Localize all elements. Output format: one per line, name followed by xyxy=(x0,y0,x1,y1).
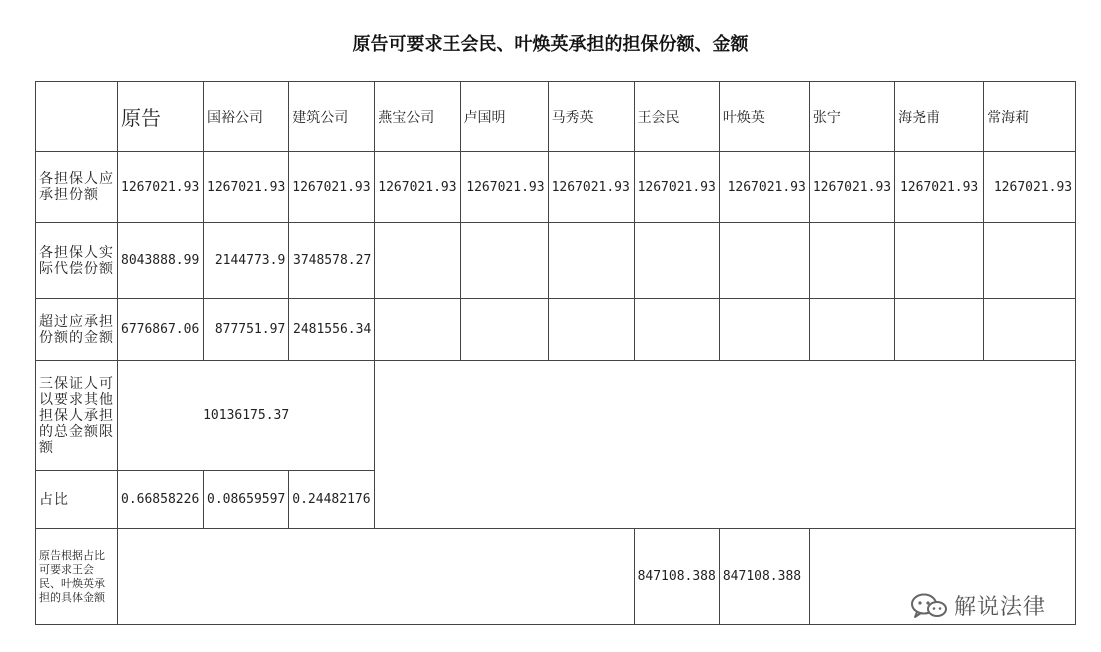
share-row xyxy=(36,152,1076,223)
empty-cell xyxy=(460,299,548,361)
excess-row xyxy=(36,299,1076,361)
header-cell: 常海莉 xyxy=(984,82,1076,152)
paid-cell: 3748578.27 xyxy=(289,223,375,299)
wechat-icon xyxy=(910,592,948,620)
page-title: 原告可要求王会民、叶焕英承担的担保份额、金额 xyxy=(352,34,749,55)
header-cell: 建筑公司 xyxy=(289,82,375,152)
total-limit-row xyxy=(36,361,1076,471)
empty-cell xyxy=(719,223,809,299)
row-label: 占比 xyxy=(36,471,118,529)
paid-row xyxy=(36,223,1076,299)
watermark xyxy=(910,590,1046,621)
header-cell: 国裕公司 xyxy=(204,82,289,152)
paid-cell: 8043888.99 xyxy=(118,223,204,299)
empty-cell xyxy=(984,223,1076,299)
empty-cell xyxy=(895,223,984,299)
share-cell: 1267021.93 xyxy=(719,152,809,223)
empty-cell xyxy=(634,299,719,361)
header-row xyxy=(36,82,1076,152)
row-label: 三保证人可以要求其他担保人承担的总金额限额 xyxy=(36,361,118,471)
share-cell: 1267021.93 xyxy=(118,152,204,223)
header-cell: 马秀英 xyxy=(548,82,634,152)
share-cell: 1267021.93 xyxy=(984,152,1076,223)
empty-cell xyxy=(375,299,460,361)
empty-cell xyxy=(719,299,809,361)
empty-cell xyxy=(809,299,894,361)
empty-cell xyxy=(895,299,984,361)
share-cell: 1267021.93 xyxy=(809,152,894,223)
excess-cell: 877751.97 xyxy=(204,299,289,361)
row-label: 原告根据占比可要求王会民、叶焕英承担的具体金额 xyxy=(36,529,118,625)
watermark-text: 解说法律 xyxy=(954,595,1047,620)
empty-cell xyxy=(375,223,460,299)
header-cell: 王会民 xyxy=(634,82,719,152)
guarantee-table xyxy=(35,81,1076,625)
share-cell: 1267021.93 xyxy=(895,152,984,223)
corner-cell xyxy=(36,82,118,152)
header-cell: 原告 xyxy=(118,82,204,152)
share-cell: 1267021.93 xyxy=(289,152,375,223)
empty-block xyxy=(118,529,635,625)
paid-cell: 2144773.9 xyxy=(204,223,289,299)
row-label: 各担保人实际代偿份额 xyxy=(36,223,118,299)
empty-cell xyxy=(984,299,1076,361)
header-cell: 燕宝公司 xyxy=(375,82,460,152)
excess-cell: 6776867.06 xyxy=(118,299,204,361)
header-cell: 叶焕英 xyxy=(719,82,809,152)
total-limit-cell: 10136175.37 xyxy=(118,361,375,471)
row-label: 超过应承担份额的金额 xyxy=(36,299,118,361)
ratio-cell: 0.24482176 xyxy=(289,471,375,529)
share-cell: 1267021.93 xyxy=(634,152,719,223)
empty-cell xyxy=(809,223,894,299)
share-cell: 1267021.93 xyxy=(204,152,289,223)
amount-cell-ye: 847108.388 xyxy=(719,529,809,625)
empty-block xyxy=(375,361,1076,529)
excess-cell: 2481556.34 xyxy=(289,299,375,361)
ratio-cell: 0.66858226 xyxy=(118,471,204,529)
header-cell: 张宁 xyxy=(809,82,894,152)
amount-cell-wang: 847108.388 xyxy=(634,529,719,625)
empty-cell xyxy=(548,299,634,361)
ratio-cell: 0.08659597 xyxy=(204,471,289,529)
empty-cell xyxy=(548,223,634,299)
empty-cell xyxy=(634,223,719,299)
share-cell: 1267021.93 xyxy=(460,152,548,223)
share-cell: 1267021.93 xyxy=(548,152,634,223)
empty-cell xyxy=(460,223,548,299)
header-cell: 海尧甫 xyxy=(895,82,984,152)
row-label: 各担保人应承担份额 xyxy=(36,152,118,223)
header-cell: 卢国明 xyxy=(460,82,548,152)
share-cell: 1267021.93 xyxy=(375,152,460,223)
